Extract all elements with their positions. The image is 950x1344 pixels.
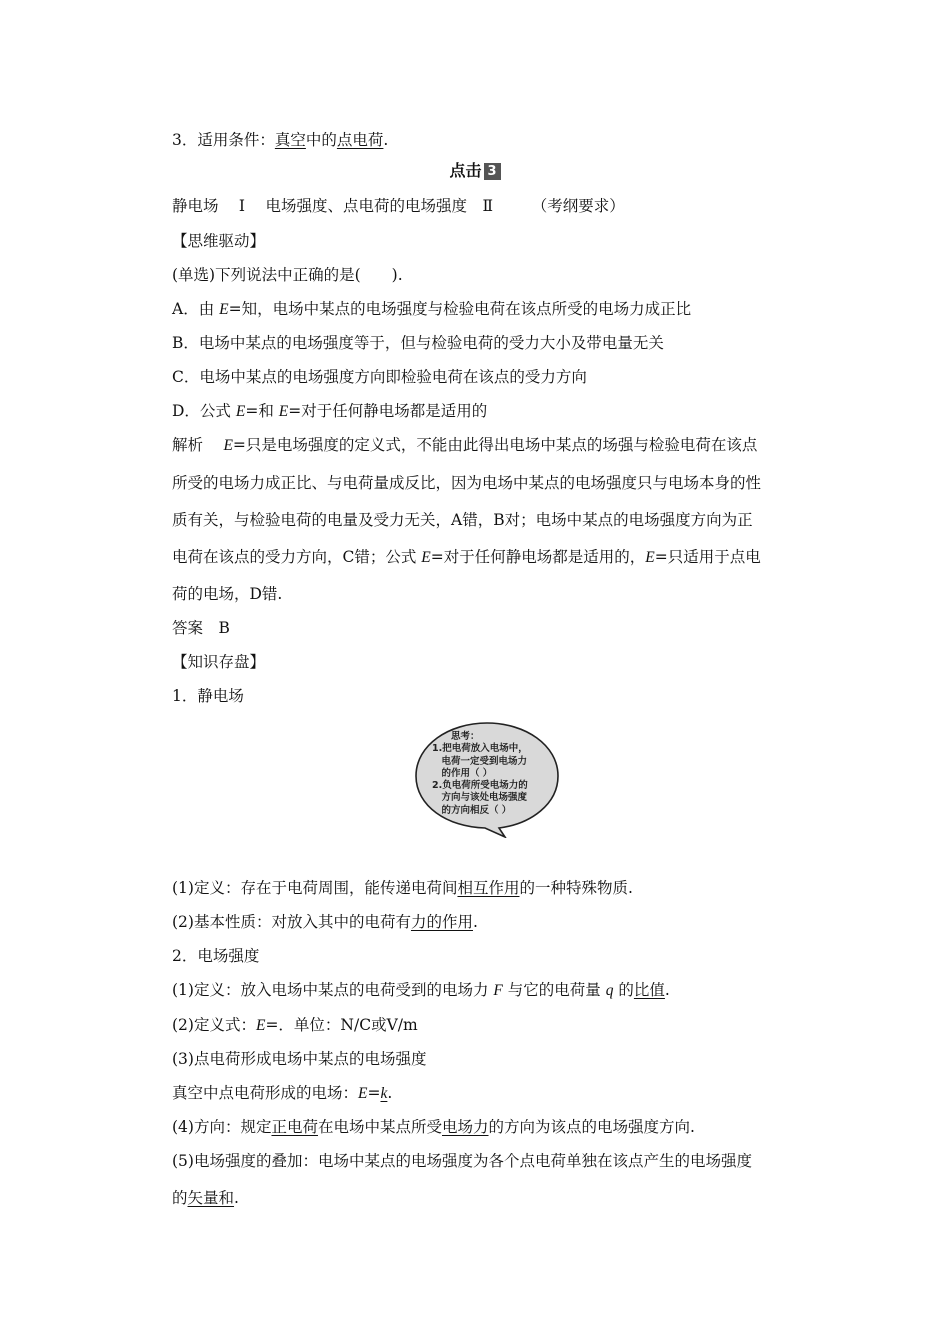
analysis-line-4 [172, 547, 761, 568]
text: . [234, 1189, 239, 1207]
bubble-line: 方向与该处电场强度 [432, 792, 528, 804]
underlined-term: 正电荷 [271, 1118, 318, 1136]
text: (2)定义式： [172, 1016, 256, 1034]
text: 的一种特殊物质. [519, 879, 633, 897]
strength-formula [172, 1015, 418, 1036]
symbol-E: E [235, 403, 246, 420]
symbol-E: E [278, 403, 289, 420]
text: D．公式 [172, 402, 236, 420]
underlined-term: 点电荷 [336, 131, 384, 149]
text: = [367, 1084, 381, 1102]
item-electrostatic-field: 1．静电场 [172, 687, 244, 705]
bubble-line: 电荷一定受到电场力 [432, 755, 528, 767]
symbol-k: k [380, 1085, 388, 1102]
text: =对于任何静电场都是适用的 [288, 402, 488, 420]
text: 的方向为该点的电场强度方向. [488, 1118, 695, 1136]
field-property [172, 912, 478, 932]
option-d [172, 401, 487, 422]
syllabus-line: 静电场 Ⅰ 电场强度、点电荷的电场强度 Ⅱ （考纲要求） [172, 197, 625, 215]
text: 真空中点电荷形成的电场： [172, 1084, 359, 1102]
text: 电荷在该点的受力方向，C错；公式 [172, 548, 422, 566]
text: =知，电场中某点的电场强度与检验电荷在该点所受的电场力成正比 [228, 300, 692, 318]
text: (1)定义：放入电场中某点的电荷受到的电场力 [172, 981, 494, 999]
option-c: C．电场中某点的电场强度方向即检验电荷在该点的受力方向 [172, 368, 587, 386]
analysis-line-2: 所受的电场力成正比、与电荷量成反比，因为电场中某点的电场强度只与电场本身的性 [172, 474, 762, 492]
bubble-line: 思考： [432, 731, 480, 742]
underlined-term: 力的作用 [410, 913, 473, 931]
bubble-text [432, 731, 557, 817]
section-title [0, 158, 950, 181]
text: 解析 [172, 436, 224, 454]
text: =和 [245, 402, 279, 420]
text: . [383, 131, 389, 149]
item-field-strength: 2．电场强度 [172, 947, 260, 965]
symbol-E: E [219, 301, 229, 318]
text: 3．适用条件： [172, 131, 275, 149]
question-stem: (单选)下列说法中正确的是( ). [172, 266, 403, 284]
condition-line [172, 130, 388, 150]
text: 的 [613, 981, 634, 999]
answer-line: 答案 B [172, 619, 230, 637]
option-a [172, 299, 691, 320]
symbol-F: F [493, 982, 503, 999]
bubble-line: 的作用（ ） [432, 767, 493, 779]
superposition-line-1: (5)电场强度的叠加：电场中某点的电场强度为各个点电荷单独在该点产生的电场强度 [172, 1152, 752, 1170]
heading-thinking: 【思维驱动】 [172, 232, 266, 250]
point-charge-formula [172, 1083, 392, 1104]
text: 中的 [305, 131, 337, 149]
section-number-badge: 3 [484, 163, 501, 180]
underlined-term: 真空 [274, 131, 306, 149]
superposition-line-2 [172, 1188, 239, 1208]
symbol-E: E [421, 549, 431, 566]
analysis-line-1 [172, 435, 757, 456]
symbol-E: E [255, 1017, 266, 1034]
bubble-line: 1.把电荷放入电场中， [432, 743, 528, 755]
bubble-line: 2.负电荷所受电场力的 [432, 780, 528, 792]
symbol-E: E [358, 1085, 368, 1102]
text: . [387, 1084, 393, 1102]
underlined-term: 比值 [633, 981, 665, 999]
text: (2)基本性质：对放入其中的电荷有 [172, 913, 411, 931]
point-charge-heading: (3)点电荷形成电场中某点的电场强度 [172, 1050, 427, 1068]
text: =只适用于点电 [654, 548, 761, 566]
symbol-E: E [223, 437, 233, 454]
text: (1)定义：存在于电荷周围，能传递电荷间 [172, 879, 458, 897]
text: (4)方向：规定 [172, 1118, 272, 1136]
symbol-E: E [645, 549, 655, 566]
text: . [472, 913, 478, 931]
text: 的 [172, 1189, 188, 1207]
underlined-term: 相互作用 [457, 879, 520, 897]
underlined-term: 矢量和 [187, 1189, 235, 1207]
direction-rule [172, 1117, 695, 1137]
heading-knowledge: 【知识存盘】 [172, 653, 266, 671]
symbol-q: q [605, 982, 614, 999]
text: 在电场中某点所受 [317, 1118, 442, 1136]
text: =．单位：N/C或V/m [265, 1016, 418, 1034]
analysis-line-3: 质有关，与检验电荷的电量及受力无关，A错，B对；电场中某点的电场强度方向为正 [172, 511, 753, 529]
text: . [664, 981, 670, 999]
strength-definition [172, 980, 670, 1001]
text: A．由 [172, 300, 220, 318]
analysis-line-5: 荷的电场，D错. [172, 585, 283, 603]
text: =只是电场强度的定义式，不能由此得出电场中某点的场强与检验电荷在该点 [232, 436, 758, 454]
bubble-line: 的方向相反（ ） [432, 804, 512, 816]
field-definition [172, 878, 633, 898]
text: =对于任何静电场都是适用的， [430, 548, 646, 566]
option-b: B．电场中某点的电场强度等于，但与检验电荷的受力大小及带电量无关 [172, 334, 664, 352]
text: 与它的电荷量 [502, 981, 606, 999]
section-title-text: 点击 [449, 161, 482, 180]
underlined-term: 电场力 [442, 1118, 489, 1136]
